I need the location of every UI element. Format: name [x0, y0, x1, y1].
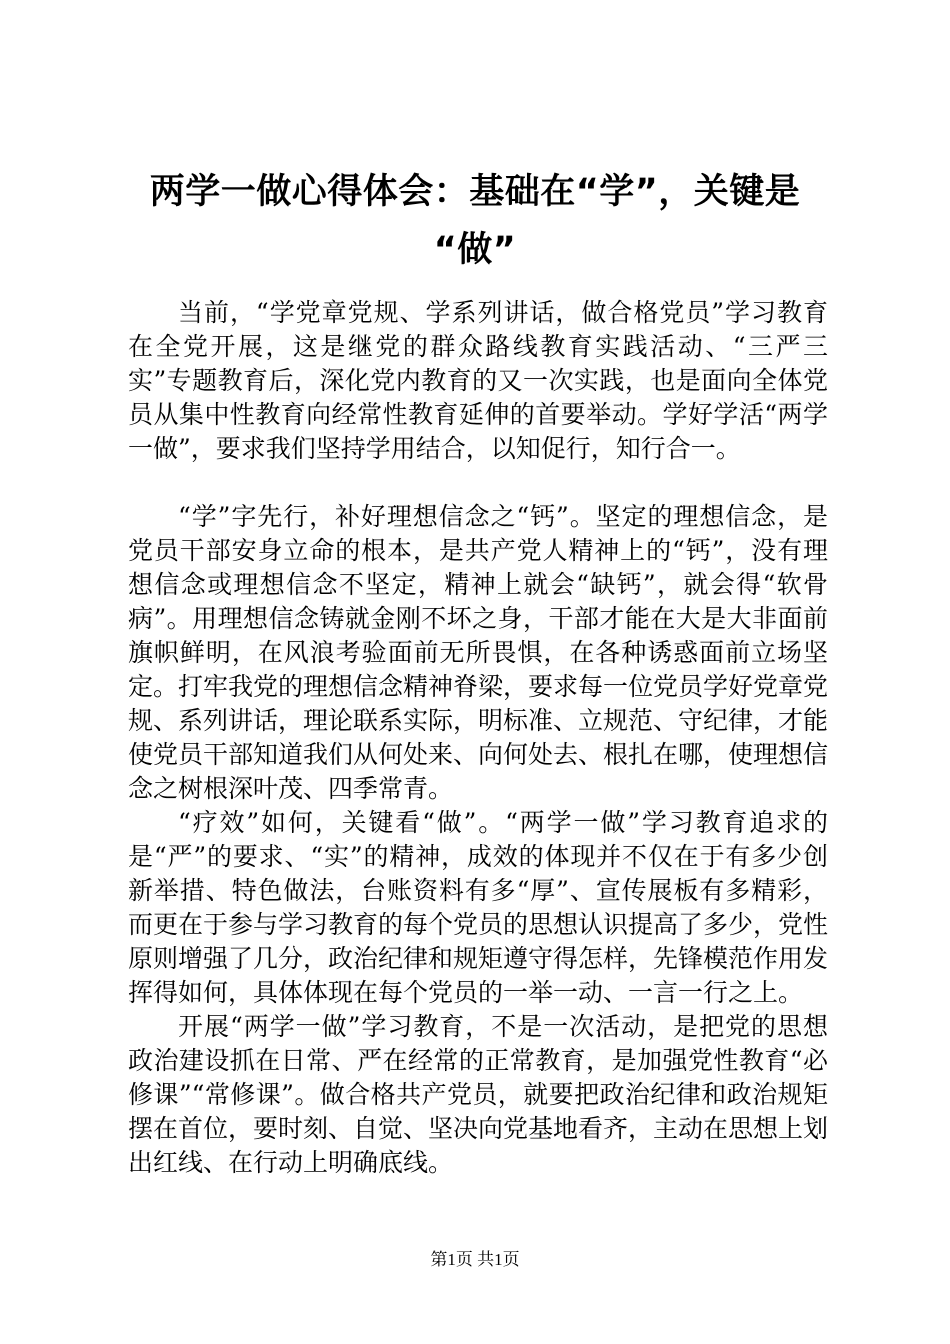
page-footer: 第1页 共1页: [430, 1250, 520, 1269]
paragraph-study: “学”字先行，补好理想信念之“钙”。坚定的理想信念，是党员干部安身立命的根本，是共产党人精神上的“钙”，没有理想信念或理想信念不坚定，精神上就会“缺钙”，就会得“软骨病”。用理想信念铸就金刚不坏之身，干部才能在大是大非面前旗帜鲜明，在风浪考验面前无所畏惧，在各种诱惑面前立场坚定。打牢我党的理想信念精神脊梁，要求每一位党员学好党章党规、系列讲话，理论联系实际，明标准、立规范、守纪律，才能使党员干部知道我们从何处来、向何处去、根扎在哪，使理想信念之树根深叶茂、四季常青。: [128, 502, 829, 803]
paragraph-practice: “疗效”如何，关键看“做”。“两学一做”学习教育追求的是“严”的要求、“实”的精神，成效的体现并不仅在于有多少创新举措、特色做法，台账资料有多“厚”、宣传展板有多精彩，而更在于参与学习教育的每个党员的思想认识提高了多少，党性原则增强了几分，政治纪律和规矩遵守得怎样，先锋模范作用发挥得如何，具体体现在每个党员的一举一动、一言一行之上。: [128, 808, 829, 1007]
paragraph-intro: 当前，“学党章党规、学系列讲话，做合格党员”学习教育在全党开展，这是继党的群众路线教育实践活动、“三严三实”专题教育后，深化党内教育的又一次实践，也是面向全体党员从集中性教育向经常性教育延伸的首要举动。学好学活“两学一做”，要求我们坚持学用结合，以知促行，知行合一。: [128, 298, 828, 463]
title-line-2: “做”: [433, 230, 517, 270]
paragraph-conclusion: 开展“两学一做”学习教育，不是一次活动，是把党的思想政治建设抓在日常、严在经常的正常教育，是加强党性教育“必修课”“常修课”。做合格共产党员，就要把政治纪律和政治规矩摆在首位，要时刻、自觉、坚决向党基地看齐，主动在思想上划出红线、在行动上明确底线。: [128, 1012, 829, 1177]
document-title: [110, 163, 840, 279]
document-body: [128, 296, 828, 1180]
title-line-1: 两学一做心得体会：基础在“学”，关键是: [149, 172, 801, 212]
